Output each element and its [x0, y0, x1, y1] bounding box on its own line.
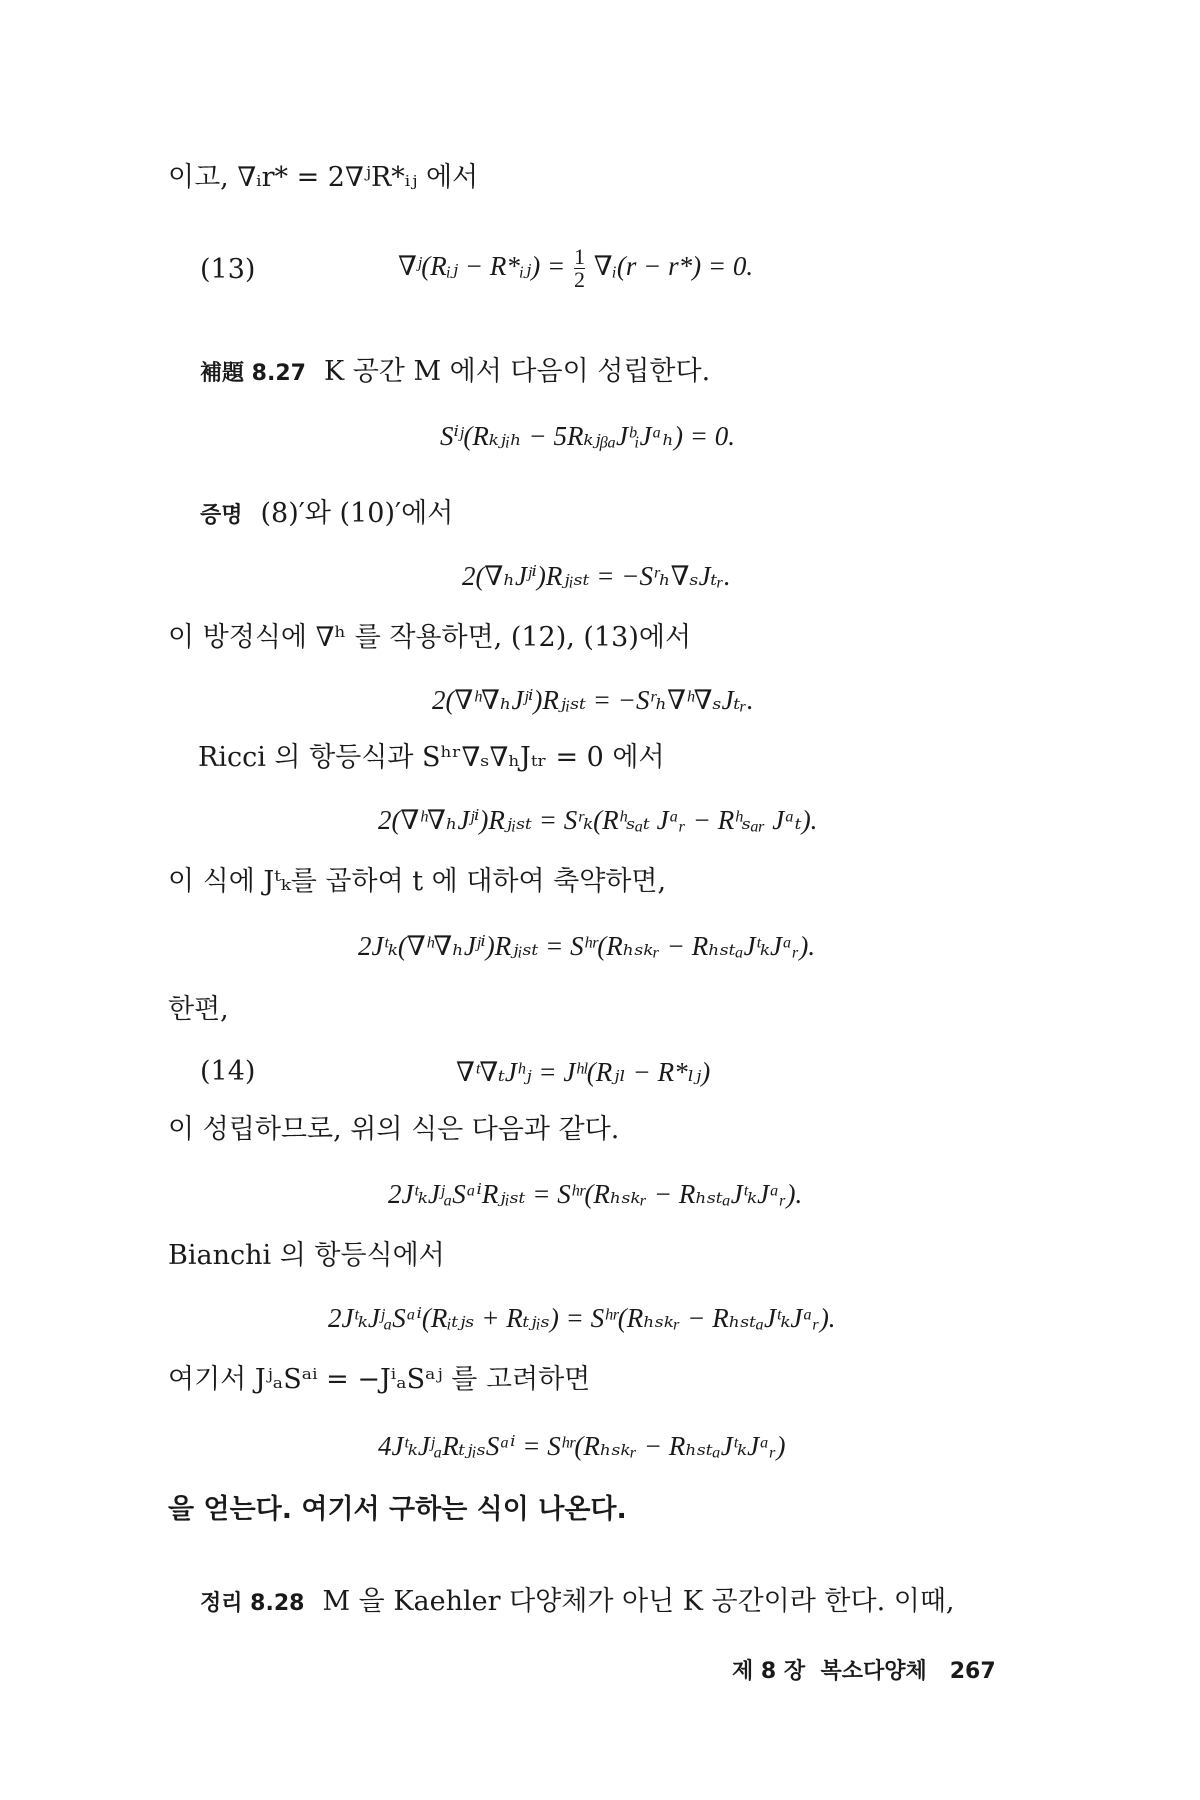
text-line-bianchi: Bianchi 의 항등식에서: [168, 1240, 445, 1271]
text-line-multiply: 이 식에 Jᵗₖ를 곱하여 t 에 대하여 축약하면,: [168, 866, 667, 897]
lemma-heading: [200, 352, 710, 394]
text-line-consider: 여기서 JʲₐSᵃⁱ = −JⁱₐSᵃʲ 를 고려하면: [168, 1364, 591, 1395]
text-line-holds: 이 성립하므로, 위의 식은 다음과 같다.: [168, 1114, 620, 1145]
equation-14: ∇ᵗ∇ₜJʰⱼ = Jʰˡ(Rⱼₗ − R*ₗⱼ): [456, 1057, 711, 1087]
lemma-label: 補題 8.27: [200, 361, 306, 386]
theorem-text: M 을 Kaehler 다양체가 아닌 K 공간이라 한다. 이때,: [322, 1586, 955, 1617]
text-line-meanwhile: 한편,: [168, 994, 229, 1025]
text-line-obtain: 을 얻는다. 여기서 구하는 식이 나온다.: [168, 1494, 627, 1525]
footer-chapter: 제 8 장: [732, 1659, 806, 1684]
text-line-ricci: Ricci 의 항등식과 Sʰʳ∇ₛ∇ₕJₜᵣ = 0 에서: [198, 742, 665, 773]
equation-number-13: (13): [200, 254, 256, 285]
equation-e: 2JᵗₖJʲₐSᵃⁱRⱼᵢₛₜ = Sʰʳ(Rₕₛₖᵣ − RₕₛₜₐJᵗₖJᵃᵣ).: [388, 1179, 803, 1209]
equation-number-14: (14): [200, 1056, 256, 1087]
page-number: 267: [949, 1659, 996, 1684]
proof-text: (8)′와 (10)′에서: [260, 498, 454, 529]
theorem-label: 정리 8.28: [200, 1591, 305, 1616]
fraction-numerator: 1: [574, 244, 586, 270]
proof-label: 증명: [200, 503, 243, 528]
fraction-one-half: [574, 246, 585, 291]
lemma-equation: Sⁱʲ(Rₖⱼᵢₕ − 5RₖⱼᵦₐJᵇᵢJᵃₕ) = 0.: [440, 421, 735, 451]
lemma-text: K 공간 M 에서 다음이 성립한다.: [323, 356, 711, 387]
text-line-1: 이고, ∇ᵢr* = 2∇ʲR*ᵢⱼ 에서: [168, 162, 479, 193]
equation-13-right: ∇ᵢ(r − r*) = 0.: [593, 251, 754, 281]
equation-f: 2JᵗₖJʲₐSᵃⁱ(Rᵢₜⱼₛ + Rₜⱼᵢₛ) = Sʰʳ(Rₕₛₖᵣ − RₕₛₜₐJᵗₖJᵃᵣ).: [328, 1303, 836, 1333]
equation-13: [398, 246, 753, 291]
fraction-denominator: 2: [574, 267, 586, 293]
equation-13-left: ∇ʲ(Rᵢⱼ − R*ᵢⱼ) =: [398, 251, 566, 281]
equation-a: 2(∇ₕJʲⁱ)Rⱼᵢₛₜ = −Sʳₕ∇ₛJₜᵣ.: [462, 561, 731, 591]
proof-heading: [200, 494, 453, 536]
equation-b: 2(∇ʰ∇ₕJʲⁱ)Rⱼᵢₛₜ = −Sʳₕ∇ʰ∇ₛJₜᵣ.: [432, 685, 754, 715]
text-line-apply: 이 방정식에 ∇ʰ 를 작용하면, (12), (13)에서: [168, 622, 692, 653]
equation-d: 2Jᵗₖ(∇ʰ∇ₕJʲⁱ)Rⱼᵢₛₜ = Sʰʳ(Rₕₛₖᵣ − RₕₛₜₐJᵗₖJᵃᵣ).: [358, 931, 816, 961]
equation-g: 4JᵗₖJʲₐRₜⱼᵢₛSᵃⁱ = Sʰʳ(Rₕₛₖᵣ − RₕₛₜₐJᵗₖJᵃᵣ): [378, 1431, 786, 1461]
footer-chapter-title: 복소다양체: [820, 1659, 927, 1684]
page-footer: [732, 1654, 996, 1685]
theorem-heading: [200, 1582, 954, 1624]
equation-c: 2(∇ʰ∇ₕJʲⁱ)Rⱼᵢₛₜ = Sʳₖ(Rʰₛₐₜ Jᵃᵣ − Rʰₛₐᵣ Jᵃₜ).: [378, 805, 818, 835]
